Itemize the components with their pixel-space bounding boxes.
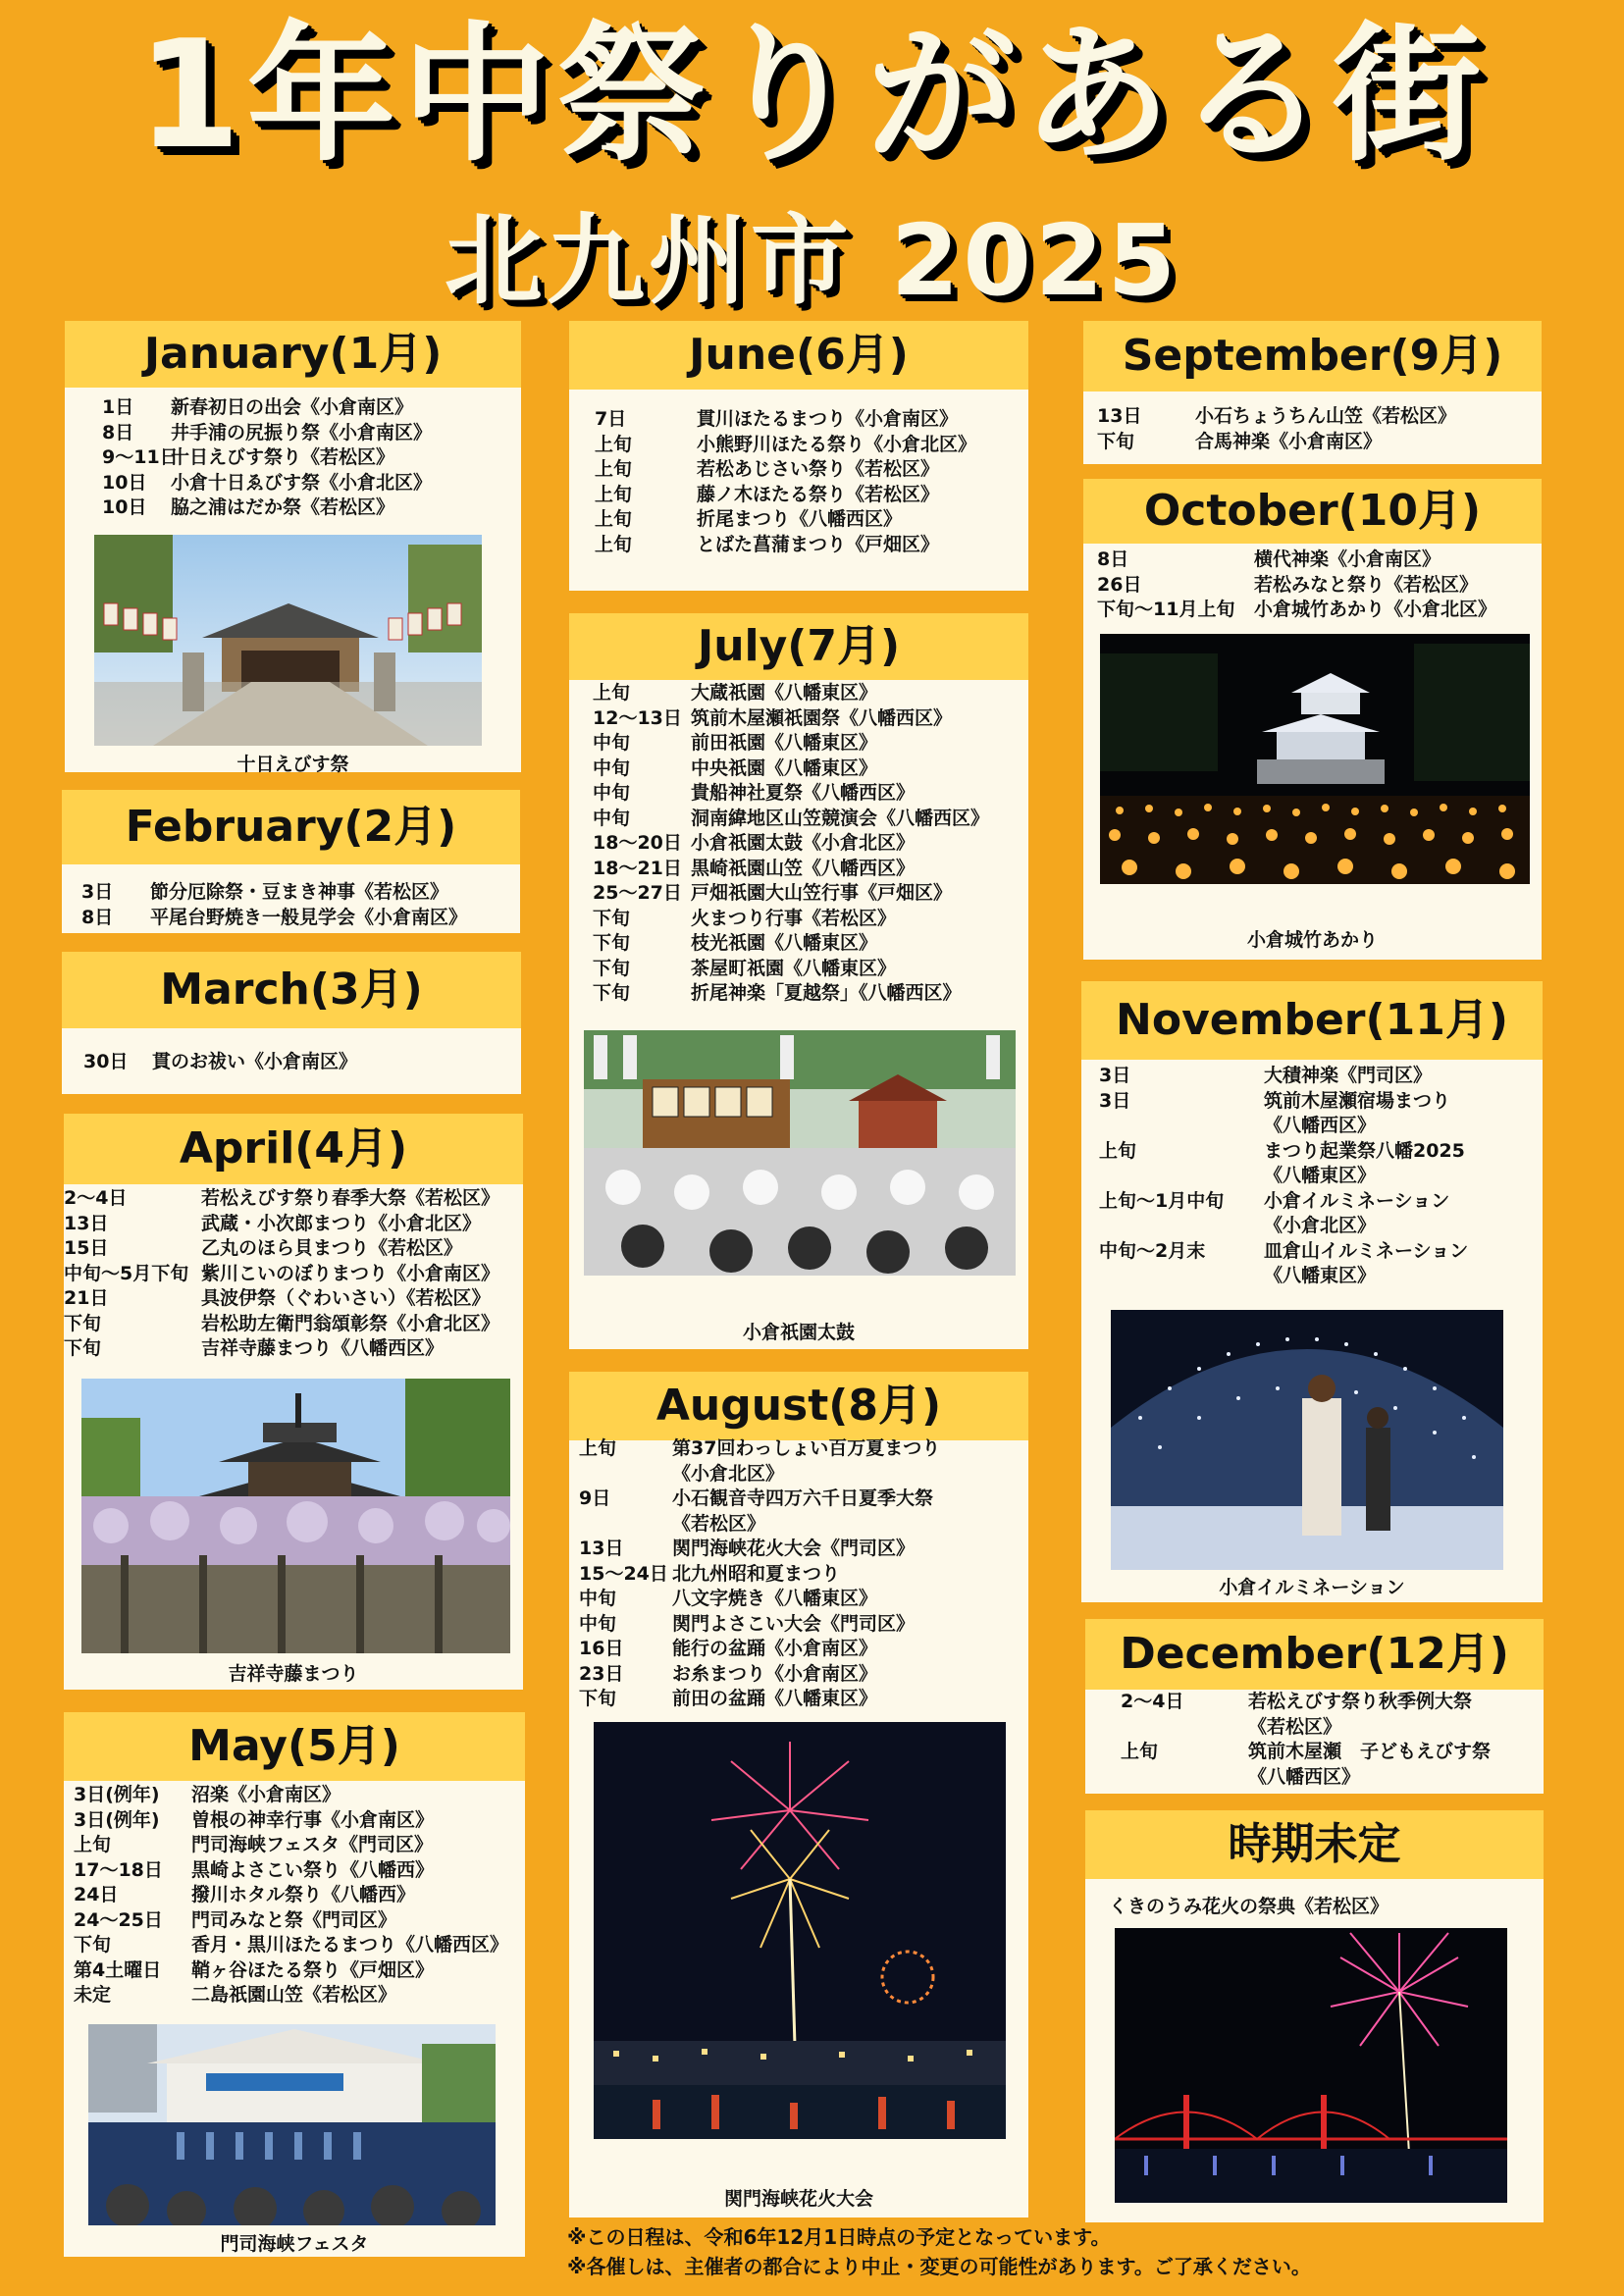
- event-date: 16日: [579, 1638, 624, 1659]
- event-name: 貫のお祓い《小倉南区》: [152, 1051, 358, 1072]
- event-row: [593, 931, 1028, 957]
- event-name: 黒崎祇園山笠《八幡西区》: [691, 857, 916, 879]
- panel-march: [62, 952, 521, 1094]
- caption-october: 小倉城竹あかり: [1246, 929, 1378, 951]
- event-list-january: [65, 395, 521, 521]
- event-date: 13日: [1097, 405, 1142, 427]
- event-name-continued: 《八幡西区》: [1248, 1765, 1361, 1788]
- event-date: 21日: [64, 1287, 109, 1309]
- event-date-spacer: [1099, 1264, 1264, 1289]
- pagoda-photo-art: [81, 1379, 510, 1653]
- footnote-schedule: ※この日程は、令和6年12月1日時点の予定となっています。: [567, 2225, 1111, 2249]
- month-heading-march: March(3月): [62, 952, 521, 1028]
- panel-june: [569, 321, 1028, 591]
- event-name: とばた菖蒲まつり《戸畑区》: [697, 533, 940, 555]
- event-name: 小倉城竹あかり《小倉北区》: [1254, 599, 1497, 620]
- event-row: [579, 1562, 1028, 1588]
- event-name: 皿倉山イルミネーション: [1264, 1239, 1469, 1262]
- event-row: [1099, 1064, 1543, 1089]
- event-date: 上旬: [1121, 1741, 1159, 1762]
- event-name: 火まつり行事《若松区》: [691, 907, 897, 929]
- event-name: 小倉十日ゑびす祭《小倉北区》: [171, 471, 433, 494]
- caption-january: 十日えびす祭: [236, 754, 349, 775]
- photo-undecided-fireworks: [1115, 1928, 1507, 2203]
- event-date: 17～18日: [74, 1858, 163, 1881]
- event-date: 3日: [1099, 1065, 1131, 1086]
- event-date: 26日: [1097, 573, 1142, 596]
- event-name: 沼楽《小倉南区》: [191, 1784, 341, 1805]
- fireworks-photo-art: [594, 1722, 1006, 2139]
- event-name: 八文字焼き《八幡東区》: [672, 1588, 878, 1609]
- event-date-spacer: [1099, 1164, 1264, 1189]
- event-row: [593, 831, 1028, 857]
- event-date: 上旬～1月中旬: [1099, 1189, 1225, 1212]
- event-name-continued: 《小倉北区》: [672, 1462, 785, 1485]
- event-row: [593, 857, 1028, 882]
- month-heading-august: August(8月): [569, 1372, 1028, 1440]
- event-name-continued: 《八幡東区》: [1264, 1265, 1377, 1286]
- event-date: 24日: [74, 1884, 119, 1905]
- event-date: 下旬: [64, 1337, 102, 1359]
- photo-october-castle: [1100, 634, 1530, 884]
- event-row: [593, 981, 1028, 1007]
- event-name: まつり起業祭八幡2025: [1264, 1139, 1465, 1162]
- event-date: 上旬: [74, 1834, 112, 1855]
- event-row: [102, 395, 521, 421]
- event-date: 中旬: [593, 782, 631, 804]
- event-name: 門司海峡フェスタ《門司区》: [191, 1834, 434, 1855]
- caption-april: 吉祥寺藤まつり: [228, 1663, 359, 1685]
- panel-april: [64, 1114, 523, 1690]
- event-row: [593, 881, 1028, 907]
- event-date: 中旬～5月下旬: [64, 1262, 189, 1284]
- month-heading-september: September(9月): [1083, 321, 1542, 391]
- taiko-photo-art: [584, 1030, 1016, 1276]
- event-date-spacer: [1121, 1715, 1248, 1741]
- event-row: [579, 1436, 1028, 1462]
- event-row: [64, 1262, 523, 1287]
- event-list-october: [1083, 548, 1542, 623]
- event-name: 岩松助左衛門翁頌彰祭《小倉北区》: [201, 1312, 500, 1334]
- event-row: [579, 1487, 1028, 1512]
- event-row: [1099, 1189, 1543, 1215]
- festa-photo-art: [88, 2024, 496, 2225]
- month-heading-october: October(10月): [1083, 479, 1542, 544]
- caption-may: 門司海峡フェスタ: [220, 2233, 369, 2255]
- event-name: 枝光祇園《八幡東区》: [691, 932, 878, 954]
- panel-december: [1085, 1619, 1544, 1794]
- photo-january-shrine: [94, 535, 482, 746]
- event-date: 2～4日: [1121, 1691, 1184, 1712]
- event-row: [74, 1908, 525, 1934]
- event-date: 18～20日: [593, 832, 682, 854]
- event-row: [81, 906, 520, 931]
- event-name: 関門海峡花火大会《門司区》: [672, 1538, 916, 1559]
- month-heading-june: June(6月): [569, 321, 1028, 390]
- event-date: 3日: [81, 881, 114, 903]
- event-name: 若松えびす祭り秋季例大祭: [1248, 1691, 1473, 1712]
- event-date: 中旬: [579, 1612, 617, 1635]
- event-row: [102, 496, 521, 521]
- event-row: [102, 471, 521, 496]
- event-name: 十日えびす祭り《若松区》: [171, 446, 395, 468]
- event-row: [593, 681, 1028, 706]
- event-row: [1097, 430, 1542, 455]
- event-name: 筑前木屋瀬祇園祭《八幡西区》: [691, 706, 953, 729]
- caption-november: 小倉イルミネーション: [1219, 1577, 1405, 1598]
- event-name: 節分厄除祭・豆まき神事《若松区》: [150, 881, 449, 903]
- event-name: 武蔵・小次郎まつり《小倉北区》: [201, 1212, 482, 1234]
- month-heading-february: February(2月): [62, 790, 520, 864]
- event-date: 中旬～2月末: [1099, 1239, 1206, 1262]
- event-name: 井手浦の尻振り祭《小倉南区》: [171, 421, 433, 444]
- month-heading-july: July(7月): [569, 613, 1028, 680]
- event-name: 前田の盆踊《八幡東区》: [672, 1688, 878, 1709]
- event-date: 上旬: [595, 508, 633, 530]
- panel-may: [64, 1712, 525, 2257]
- month-heading-december: December(12月): [1085, 1619, 1544, 1690]
- event-name: 吉祥寺藤まつり《八幡西区》: [201, 1337, 445, 1359]
- event-date: 9～11日: [102, 446, 179, 468]
- event-name: 第37回わっしょい百万夏まつり: [672, 1437, 941, 1459]
- event-date: 3日: [1099, 1089, 1131, 1112]
- panel-september: [1083, 321, 1542, 464]
- event-name: 若松あじさい祭り《若松区》: [697, 458, 940, 480]
- event-name-continued: 《若松区》: [1248, 1715, 1342, 1738]
- event-list-february: [62, 880, 520, 930]
- event-date: 30日: [83, 1051, 129, 1072]
- panel-august: [569, 1372, 1028, 2218]
- event-row: [83, 1050, 521, 1075]
- shrine-photo-art: [94, 535, 482, 746]
- event-name: 紫川こいのぼりまつり《小倉南区》: [201, 1262, 500, 1284]
- panel-october: [1083, 479, 1542, 960]
- event-row: [1097, 598, 1542, 623]
- event-row: [593, 957, 1028, 982]
- event-date: 15日: [64, 1237, 109, 1259]
- event-date: 13日: [64, 1212, 109, 1234]
- event-row: [74, 1858, 525, 1884]
- event-list-november: [1081, 1064, 1543, 1289]
- event-name: 貴船神社夏祭《八幡西区》: [691, 782, 916, 804]
- event-list-december: [1085, 1690, 1544, 1790]
- event-list-june: [569, 407, 1028, 557]
- event-date: 上旬: [595, 533, 633, 555]
- caption-august: 関門海峡花火大会: [723, 2188, 873, 2210]
- event-date-spacer: [579, 1512, 672, 1538]
- event-date: 下旬: [64, 1312, 102, 1334]
- event-row-continued: [1121, 1765, 1544, 1791]
- event-row: [593, 807, 1028, 832]
- photo-may-festa: [88, 2024, 496, 2225]
- month-heading-november: November(11月): [1081, 981, 1543, 1060]
- event-row: [64, 1186, 523, 1212]
- event-name: 小石観音寺四万六千日夏季大祭: [672, 1487, 934, 1509]
- photo-july-taiko: [584, 1030, 1016, 1276]
- event-row: [64, 1312, 523, 1337]
- event-name: 折尾神楽「夏越祭」《八幡西区》: [691, 982, 962, 1004]
- castle-photo-art: [1100, 634, 1530, 884]
- event-date: 第4土曜日: [74, 1958, 162, 1981]
- event-name-continued: 《八幡東区》: [1264, 1165, 1377, 1186]
- event-date: 上旬: [595, 458, 633, 480]
- event-row: [74, 1783, 525, 1808]
- event-row: [579, 1687, 1028, 1712]
- panel-february: [62, 790, 520, 933]
- event-date: 下旬: [74, 1934, 112, 1956]
- event-name: 二島祇園山笠《若松区》: [191, 1984, 397, 2006]
- event-list-march: [62, 1050, 521, 1075]
- event-row: [81, 880, 520, 906]
- event-date: 3日(例年): [74, 1784, 160, 1805]
- event-row: [1097, 573, 1542, 599]
- event-name: 小石ちょうちん山笠《若松区》: [1195, 405, 1457, 427]
- event-row: [1099, 1139, 1543, 1165]
- event-row-continued: [1099, 1214, 1543, 1239]
- event-date-spacer: [1121, 1765, 1248, 1791]
- event-name: 能行の盆踊《小倉南区》: [672, 1638, 878, 1659]
- event-row: [595, 533, 1028, 558]
- event-name: お糸まつり《小倉南区》: [672, 1662, 878, 1685]
- event-date-spacer: [1099, 1114, 1264, 1139]
- event-date: 上旬: [595, 433, 633, 455]
- event-row: [593, 757, 1028, 782]
- event-date: 7日: [595, 408, 627, 430]
- event-date: 下旬～11月上旬: [1097, 599, 1235, 620]
- event-name: 小倉祇園太鼓《小倉北区》: [691, 832, 916, 854]
- bridge-fireworks-photo-art: [1115, 1928, 1507, 2203]
- event-row: [74, 1883, 525, 1908]
- event-row: [74, 1833, 525, 1858]
- event-date: 中旬: [593, 807, 631, 829]
- event-name: 貫川ほたるまつり《小倉南区》: [697, 408, 959, 430]
- event-name: 撥川ホタル祭り《八幡西》: [191, 1884, 416, 1905]
- event-row: [64, 1236, 523, 1262]
- event-row: [579, 1612, 1028, 1638]
- event-row-continued: [579, 1462, 1028, 1487]
- event-date: 上旬: [593, 682, 631, 704]
- event-name: 曽根の神幸行事《小倉南区》: [191, 1808, 435, 1831]
- event-name: 洞南緯地区山笠競演会《八幡西区》: [691, 807, 990, 829]
- event-date: 8日: [102, 421, 134, 444]
- page-title: 1年中祭りがある街: [136, 8, 1488, 182]
- event-date: 上旬: [1099, 1139, 1137, 1162]
- event-list-may: [64, 1783, 525, 2009]
- event-name: 新春初日の出会《小倉南区》: [171, 396, 414, 418]
- event-row-continued: [1099, 1164, 1543, 1189]
- event-name: 藤ノ木ほたる祭り《若松区》: [697, 483, 940, 505]
- event-date: 上旬: [579, 1437, 617, 1459]
- event-row-continued: [1121, 1715, 1544, 1741]
- event-date: 9日: [579, 1487, 611, 1509]
- event-row: [1097, 404, 1542, 430]
- event-date-spacer: [1099, 1214, 1264, 1239]
- event-date: 13日: [579, 1538, 624, 1559]
- event-date: 10日: [102, 496, 147, 518]
- event-name: 横代神楽《小倉南区》: [1254, 548, 1441, 570]
- illumination-photo-art: [1111, 1310, 1503, 1570]
- event-row: [74, 1983, 525, 2009]
- event-name: 脇之浦はだか祭《若松区》: [171, 496, 395, 518]
- event-name: 折尾まつり《八幡西区》: [697, 508, 903, 530]
- event-date: 8日: [81, 906, 114, 928]
- event-row: [595, 433, 1028, 458]
- event-list-august: [569, 1436, 1028, 1712]
- event-date: 中旬: [593, 757, 631, 779]
- event-name: 黒崎よさこい祭り《八幡西》: [191, 1858, 435, 1881]
- event-name: 具波伊祭（ぐわいさい）《若松区》: [201, 1287, 491, 1309]
- event-row: [1121, 1740, 1544, 1765]
- event-row: [593, 781, 1028, 807]
- event-name-continued: 《若松区》: [672, 1512, 766, 1535]
- event-name: 若松えびす祭り春季大祭《若松区》: [201, 1187, 500, 1209]
- month-heading-undecided: 時期未定: [1085, 1810, 1544, 1879]
- month-heading-january: January(1月): [65, 321, 521, 388]
- event-list-april: [64, 1186, 523, 1362]
- event-row: [64, 1212, 523, 1237]
- footnote-disclaimer: ※各催しは、主催者の都合により中止・変更の可能性があります。ご了承ください。: [567, 2255, 1311, 2278]
- event-row-continued: [579, 1512, 1028, 1538]
- event-date: 中旬: [579, 1588, 617, 1609]
- event-name: 戸畑祇園大山笠行事《戸畑区》: [691, 882, 953, 904]
- event-list-july: [569, 681, 1028, 1007]
- month-heading-may: May(5月): [64, 1712, 525, 1781]
- event-row: [64, 1286, 523, 1312]
- event-row: [102, 421, 521, 446]
- event-date: 25～27日: [593, 882, 682, 904]
- event-date: 12～13日: [593, 706, 682, 729]
- event-name: 中央祇園《八幡東区》: [691, 757, 878, 779]
- event-row: [579, 1637, 1028, 1662]
- event-name: 門司みなと祭《門司区》: [191, 1908, 397, 1931]
- event-date: 23日: [579, 1662, 624, 1685]
- event-date: 下旬: [593, 982, 631, 1004]
- event-row: [593, 907, 1028, 932]
- event-name: 乙丸のほら貝まつり《若松区》: [201, 1237, 463, 1259]
- event-name: 鞘ヶ谷ほたる祭り《戸畑区》: [191, 1958, 435, 1981]
- event-date: 下旬: [593, 932, 631, 954]
- event-row: [579, 1662, 1028, 1688]
- event-row: [593, 731, 1028, 757]
- event-date: 2～4日: [64, 1187, 128, 1209]
- event-date: 18～21日: [593, 857, 682, 879]
- event-row: [64, 1336, 523, 1362]
- event-row: [595, 407, 1028, 433]
- event-row: [1099, 1239, 1543, 1265]
- caption-july: 小倉祇園太鼓: [742, 1322, 855, 1343]
- event-row: [74, 1808, 525, 1834]
- photo-august-fireworks: [594, 1722, 1006, 2139]
- event-name: 前田祇園《八幡東区》: [691, 732, 878, 754]
- event-date: 15～24日: [579, 1562, 668, 1585]
- event-date: 3日(例年): [74, 1808, 160, 1831]
- event-name: 小熊野川ほたる祭り《小倉北区》: [697, 433, 977, 455]
- event-row: [593, 706, 1028, 732]
- event-name: 大蔵祇園《八幡東区》: [691, 682, 878, 704]
- event-row: [595, 457, 1028, 483]
- event-name: 大積神楽《門司区》: [1264, 1065, 1433, 1086]
- event-name: 筑前木屋瀬宿場まつり: [1264, 1089, 1451, 1112]
- event-date: 未定: [74, 1984, 112, 2006]
- event-date: 8日: [1097, 548, 1129, 570]
- event-date: 下旬: [593, 907, 631, 929]
- event-name-continued: 《小倉北区》: [1264, 1215, 1377, 1236]
- event-row-continued: [1099, 1264, 1543, 1289]
- event-date: 1日: [102, 396, 134, 418]
- page-subtitle: 北九州市 2025: [444, 203, 1180, 318]
- panel-january: [65, 321, 521, 775]
- event-name: 平尾台野焼き一般見学会《小倉南区》: [150, 906, 468, 928]
- photo-april-pagoda: [81, 1379, 510, 1653]
- event-name-continued: 《八幡西区》: [1264, 1115, 1377, 1136]
- event-row: [595, 507, 1028, 533]
- event-name: 関門よさこい大会《門司区》: [672, 1612, 916, 1635]
- event-date-spacer: [579, 1462, 672, 1487]
- event-name: 小倉イルミネーション: [1264, 1189, 1450, 1212]
- event-date: 中旬: [593, 732, 631, 754]
- event-row: [579, 1587, 1028, 1612]
- event-date: 下旬: [1097, 430, 1135, 452]
- event-undecided: くきのうみ花火の祭典《若松区》: [1109, 1896, 1389, 1917]
- month-heading-april: April(4月): [64, 1114, 523, 1184]
- event-date: 下旬: [593, 957, 631, 979]
- event-name: 香月・黒川ほたるまつり《八幡西区》: [191, 1934, 509, 1956]
- event-name: 筑前木屋瀬 子どもえびす祭: [1248, 1741, 1492, 1762]
- event-list-september: [1083, 404, 1542, 454]
- event-row: [1099, 1089, 1543, 1115]
- panel-november: [1081, 981, 1543, 1602]
- event-date: 下旬: [579, 1688, 617, 1709]
- event-row: [1121, 1690, 1544, 1715]
- event-row: [595, 483, 1028, 508]
- event-name: 合馬神楽《小倉南区》: [1195, 430, 1383, 452]
- event-row: [102, 445, 521, 471]
- event-row-continued: [1099, 1114, 1543, 1139]
- panel-undecided: [1085, 1810, 1544, 2222]
- event-row: [579, 1537, 1028, 1562]
- event-date: 10日: [102, 471, 147, 494]
- photo-november-illumination: [1111, 1310, 1503, 1570]
- event-name: 若松みなと祭り《若松区》: [1254, 573, 1479, 596]
- event-row: [74, 1933, 525, 1958]
- event-row: [1097, 548, 1542, 573]
- event-name: 茶屋町祇園《八幡東区》: [691, 957, 897, 979]
- event-name: 北九州昭和夏まつり: [672, 1562, 841, 1585]
- panel-july: [569, 613, 1028, 1349]
- event-date: 24～25日: [74, 1908, 163, 1931]
- event-row: [74, 1958, 525, 1984]
- event-date: 上旬: [595, 483, 633, 505]
